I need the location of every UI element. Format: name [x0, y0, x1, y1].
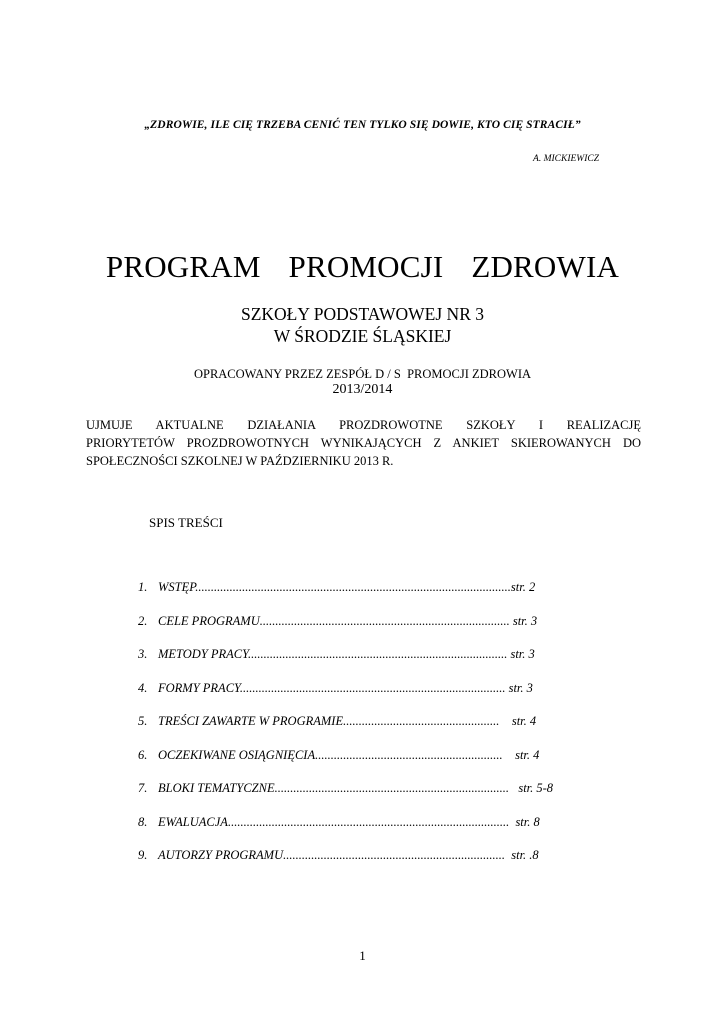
toc-entry-text: CELE PROGRAMU................................................................................ str. 3: [158, 613, 538, 628]
toc-entry-text: FORMY PRACY..................................................................................... str. 3: [158, 680, 533, 695]
prepared-by: OPRACOWANY PRZEZ ZESPÓŁ D / S PROMOCJI ZDROWIA: [193, 367, 532, 381]
epigraph-author: A. MICKIEWICZ: [533, 154, 599, 164]
scope-line: PRIORYTETÓW PROZDROWOTNYCH WYNIKAJĄCYCH Z ANKIET SKIEROWANYCH DO: [86, 436, 641, 450]
toc-entry-text: EWALUACJA.......................................................................................... str. 8: [158, 814, 540, 829]
toc-entry: [136, 813, 636, 847]
subtitle-school: SZKOŁY PODSTAWOWEJ NR 3: [240, 304, 484, 324]
scope-line: SPOŁECZNOŚCI SZKOLNEJ W PAŹDZIERNIKU 2013 R.: [86, 454, 394, 468]
page-number: 1: [359, 948, 366, 963]
toc-entry: [136, 612, 636, 646]
toc-entry-text: WSTĘP.....................................................................................................str. 2: [158, 580, 536, 594]
toc-entry-number: 3.: [138, 647, 148, 661]
toc-entry: [136, 679, 636, 713]
toc-entry: [136, 578, 636, 612]
document-title: PROGRAM PROMOCJI ZDROWIA: [105, 249, 620, 284]
toc-entry-text: METODY PRACY................................................................................... str. 3: [158, 647, 535, 661]
toc-entry-number: 6.: [138, 747, 148, 762]
toc-entry-number: 2.: [138, 613, 148, 628]
toc-entry-number: 4.: [138, 680, 148, 695]
toc-entry-text: AUTORZY PROGRAMU....................................................................... str. .8: [158, 848, 539, 862]
toc-entry: [136, 746, 636, 780]
scope-paragraph: [86, 416, 641, 470]
school-year: 2013/2014: [332, 382, 393, 397]
epigraph-quote: „ZDROWIE, ILE CIĘ TRZEBA CENIĆ TEN TYLKO SIĘ DOWIE, KTO CIĘ STRACIŁ”: [144, 119, 581, 131]
toc-entry-number: 9.: [138, 848, 148, 862]
toc-entry: [136, 846, 636, 880]
table-of-contents: [136, 578, 636, 880]
toc-heading: SPIS TREŚCI: [149, 515, 223, 530]
toc-entry-text: BLOKI TEMATYCZNE........................................................................... str. 5-8: [158, 781, 554, 795]
toc-entry-number: 7.: [138, 781, 148, 795]
toc-entry: [136, 779, 636, 813]
toc-entry-number: 1.: [138, 580, 148, 594]
scope-line: UJMUJE AKTUALNE DZIAŁANIA PROZDROWOTNE SZKOŁY I REALIZACJĘ: [86, 418, 641, 432]
toc-entry-text: OCZEKIWANE OSIĄGNIĘCIA............................................................ str. 4: [158, 747, 540, 762]
toc-entry: [136, 645, 636, 679]
subtitle-location: W ŚRODZIE ŚLĄSKIEJ: [273, 326, 452, 346]
toc-entry-number: 5.: [138, 714, 148, 728]
toc-entry-number: 8.: [138, 814, 148, 829]
toc-entry-text: TREŚCI ZAWARTE W PROGRAMIE.................................................. str. 4: [158, 714, 537, 728]
toc-entry: [136, 712, 636, 746]
